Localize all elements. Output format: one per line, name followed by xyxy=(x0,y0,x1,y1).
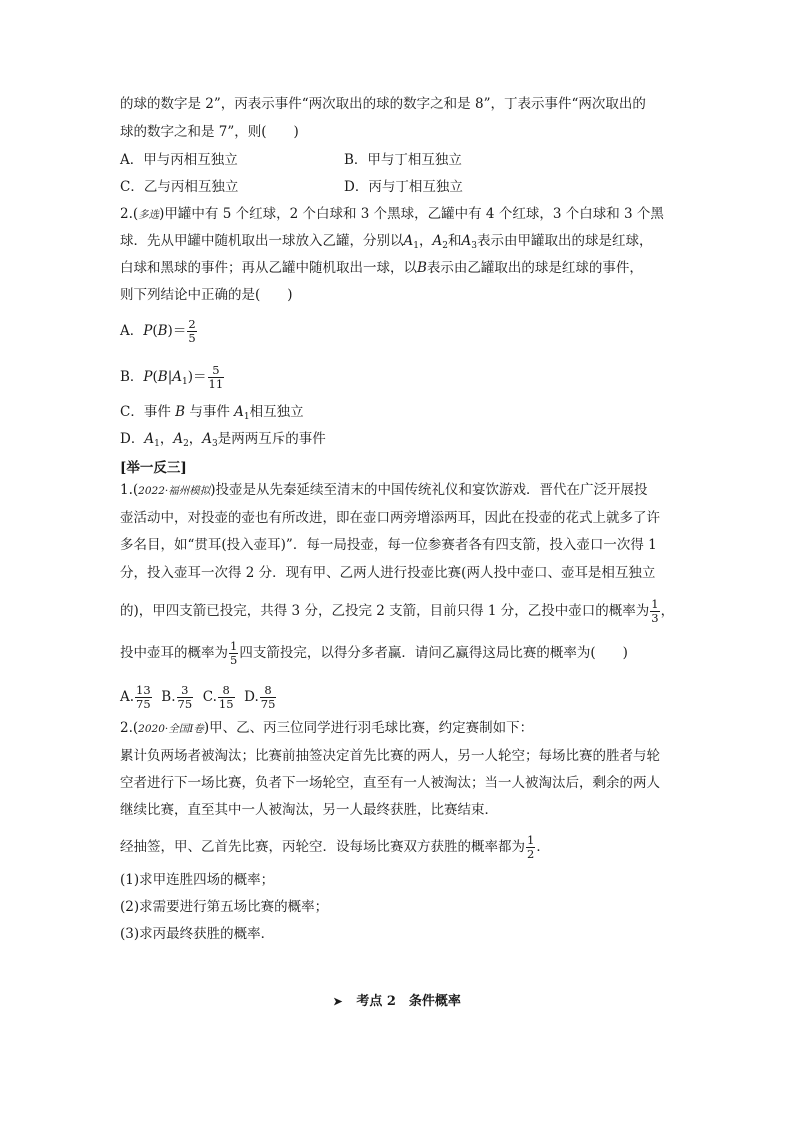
option-d-fraction xyxy=(260,684,277,711)
fraction-denominator: 15 xyxy=(218,697,234,711)
var-a: A xyxy=(432,233,443,249)
var-p: P xyxy=(143,369,153,385)
prev-option-b: B．甲与丁相互独立 xyxy=(344,152,462,168)
q2-and: 和 xyxy=(447,233,462,249)
sub-3: 3 xyxy=(212,439,218,449)
ex2-number: 2.( xyxy=(120,720,139,736)
option-c-mid: 与事件 xyxy=(189,404,230,420)
q2-text-2d: 表示由甲罐取出的球是红球， xyxy=(476,233,653,249)
fraction-numerator: 8 xyxy=(264,683,272,697)
option-c-fraction xyxy=(218,684,235,711)
ex1-text-1: )投壶是从先秦延续至清末的中国传统礼仪和宴饮游戏．晋代在广泛开展投 xyxy=(210,482,648,498)
given-bar: | xyxy=(167,369,173,385)
var-b: B xyxy=(157,323,168,339)
ex1-line-5 xyxy=(120,598,674,625)
paren-close-eq: )＝ xyxy=(167,323,187,339)
ex2-line-2: 累计负两场者被淘汰；比赛前抽签决定首先比赛的两人，另一人轮空；每场比赛的胜者与轮 xyxy=(120,748,660,764)
fraction-denominator: 5 xyxy=(230,653,238,667)
sub-1: 1 xyxy=(243,412,250,422)
q2-line-2 xyxy=(120,231,652,256)
q2-text-3: 白球和黑球的事件；再从乙罐中随机取出一球，以 xyxy=(120,260,417,276)
var-a: A xyxy=(234,404,244,420)
ex2-line-5 xyxy=(120,834,550,861)
sub-1: 1 xyxy=(154,439,160,449)
q2-line-4: 则下列结论中正确的是( ) xyxy=(120,287,293,303)
option-c-label: C．事件 xyxy=(120,404,171,420)
comma: ， xyxy=(159,431,174,447)
q2-text-2a: 球．先从甲罐中随机取出一球放入乙罐，分别以 xyxy=(120,233,404,249)
sub-2: 2 xyxy=(442,241,448,251)
prev-option-d: D．丙与丁相互独立 xyxy=(344,179,463,195)
fraction-denominator: 2 xyxy=(527,847,535,861)
var-a: A xyxy=(173,431,184,447)
var-b: B xyxy=(157,369,168,385)
q2-line-3 xyxy=(120,258,643,278)
ex1-comma: ， xyxy=(660,603,675,619)
ex2-tag: 2020·全国Ⅰ卷 xyxy=(138,723,204,735)
fraction-numerator: 1 xyxy=(527,833,535,847)
var-b: B xyxy=(175,404,186,420)
ex1-line-6 xyxy=(120,640,628,667)
option-b-label: B. xyxy=(161,689,176,705)
ex2-line-3: 空者进行下一场比赛，负者下一场轮空，直至有一人被淘汰；当一人被淘汰后，剩余的两人 xyxy=(120,775,660,791)
option-c-label: C. xyxy=(202,689,217,705)
paren-open: ( xyxy=(152,369,158,385)
fraction-numerator: 1 xyxy=(651,597,659,611)
fraction-denominator: 11 xyxy=(208,377,224,391)
sub-1: 1 xyxy=(413,241,419,251)
option-a-label: A． xyxy=(120,323,144,339)
fraction xyxy=(187,318,196,345)
fraction-numerator: 8 xyxy=(222,683,230,697)
section-title-text: 考点 2 条件概率 xyxy=(356,994,461,1009)
fraction-denominator: 75 xyxy=(136,697,151,711)
fraction xyxy=(229,640,238,667)
q2-option-a xyxy=(120,318,198,345)
q2-option-b xyxy=(120,364,225,392)
prev-question-line-2: 球的数字之和是 7”，则( ) xyxy=(120,124,299,140)
fraction xyxy=(650,598,659,625)
ex1-text-6a: 投中壶耳的概率为 xyxy=(120,645,228,661)
q2-text-1: )甲罐中有 5 个红球，2 个白球和 3 个黑球，乙罐中有 4 个红球，3 个白球和 3 个黑 xyxy=(159,206,664,222)
option-d-label: D． xyxy=(120,431,145,447)
fraction-numerator: 1 xyxy=(230,639,238,653)
comma: ， xyxy=(188,431,203,447)
ex2-text-1: )甲、乙、丙三位同学进行羽毛球比赛，约定赛制如下： xyxy=(203,720,534,736)
section-heading-jyfs: [举一反三] xyxy=(120,460,187,476)
option-d-label: D. xyxy=(244,689,259,705)
sub-3: 3 xyxy=(471,241,477,251)
fraction-denominator: 75 xyxy=(260,697,276,711)
ex2-line-1 xyxy=(120,718,533,739)
paren-open: ( xyxy=(152,323,158,339)
fraction xyxy=(208,364,225,391)
var-a: A xyxy=(202,431,213,447)
section-title xyxy=(0,992,794,1012)
ex2-subquestion-3: (3)求丙最终获胜的概率． xyxy=(120,926,275,942)
option-b-label: B． xyxy=(120,369,144,385)
ex2-line-4: 继续比赛，直至其中一人被淘汰，另一人最终获胜，比赛结束． xyxy=(120,802,498,818)
option-a-fraction xyxy=(135,684,152,711)
ex1-line-1 xyxy=(120,480,648,501)
q2-option-d xyxy=(120,429,326,454)
fraction-numerator: 2 xyxy=(188,317,196,331)
ex1-line-2: 壶活动中，对投壶的壶也有所改进，即在壶口两旁增添两耳，因此在投壶的花式上就多了许 xyxy=(120,510,660,526)
ex1-number: 1.( xyxy=(120,482,139,498)
q2-line-1 xyxy=(120,204,664,225)
option-d-end: 是两两互斥的事件 xyxy=(217,431,326,447)
ex1-options xyxy=(120,684,277,711)
prev-question-line-1: 的球的数字是 2”，丙表示事件“两次取出的球的数字之和是 8”，丁表示事件“两次取出的 xyxy=(120,96,646,112)
ex1-text-6b: 四支箭投完，以得分多者赢．请问乙赢得这局比赛的概率为( ) xyxy=(239,645,628,661)
fraction-numerator: 3 xyxy=(181,683,189,697)
option-b-fraction xyxy=(177,684,194,711)
q2-number: 2.( xyxy=(120,206,139,222)
var-p: P xyxy=(143,323,153,339)
fraction-numerator: 13 xyxy=(136,683,151,697)
paren-close-eq: )＝ xyxy=(187,369,207,385)
prev-option-a: A．甲与丙相互独立 xyxy=(120,152,238,168)
var-b: B xyxy=(417,260,427,276)
option-a-label: A. xyxy=(120,689,135,705)
ex1-tag: 2022·福州模拟 xyxy=(138,485,211,497)
option-c-end: 相互独立 xyxy=(249,404,304,420)
var-a: A xyxy=(403,233,414,249)
fraction-denominator: 75 xyxy=(177,697,193,711)
q2-option-c xyxy=(120,402,304,427)
arrow-icon: ➤ xyxy=(333,995,343,1008)
ex1-line-4: 分，投入壶耳一次得 2 分．现有甲、乙两人进行投壶比赛(两人投中壶口、壶耳是相互独立 xyxy=(120,565,656,581)
var-a: A xyxy=(461,233,472,249)
fraction-numerator: 5 xyxy=(212,363,220,377)
fraction-denominator: 5 xyxy=(188,331,196,345)
q2-tag: 多选 xyxy=(138,209,160,221)
q2-comma: ， xyxy=(418,233,433,249)
q2-text-3b: 表示由乙罐取出的球是红球的事件， xyxy=(426,260,643,276)
ex2-text-5: 经抽签，甲、乙首先比赛，丙轮空．设每场比赛双方获胜的概率都为 xyxy=(120,839,525,855)
prev-option-c: C．乙与丙相互独立 xyxy=(120,179,239,195)
ex1-text-5: 的)，甲四支箭已投完，共得 3 分，乙投完 2 支箭，目前只得 1 分，乙投中壶口的概率为 xyxy=(120,603,650,619)
fraction-denominator: 3 xyxy=(651,611,659,625)
fraction xyxy=(526,834,535,861)
sub-2: 2 xyxy=(183,439,189,449)
var-a: A xyxy=(144,431,155,447)
ex1-line-3: 多名目，如“贯耳(投入壶耳)”．每一局投壶，每一位参赛者各有四支箭，投入壶口一次得 1 xyxy=(120,537,657,553)
sub-1: 1 xyxy=(182,377,188,387)
ex2-period: ． xyxy=(536,839,550,855)
ex2-subquestion-1: (1)求甲连胜四场的概率； xyxy=(120,872,275,888)
ex2-subquestion-2: (2)求需要进行第五场比赛的概率； xyxy=(120,899,329,915)
var-a: A xyxy=(172,369,183,385)
